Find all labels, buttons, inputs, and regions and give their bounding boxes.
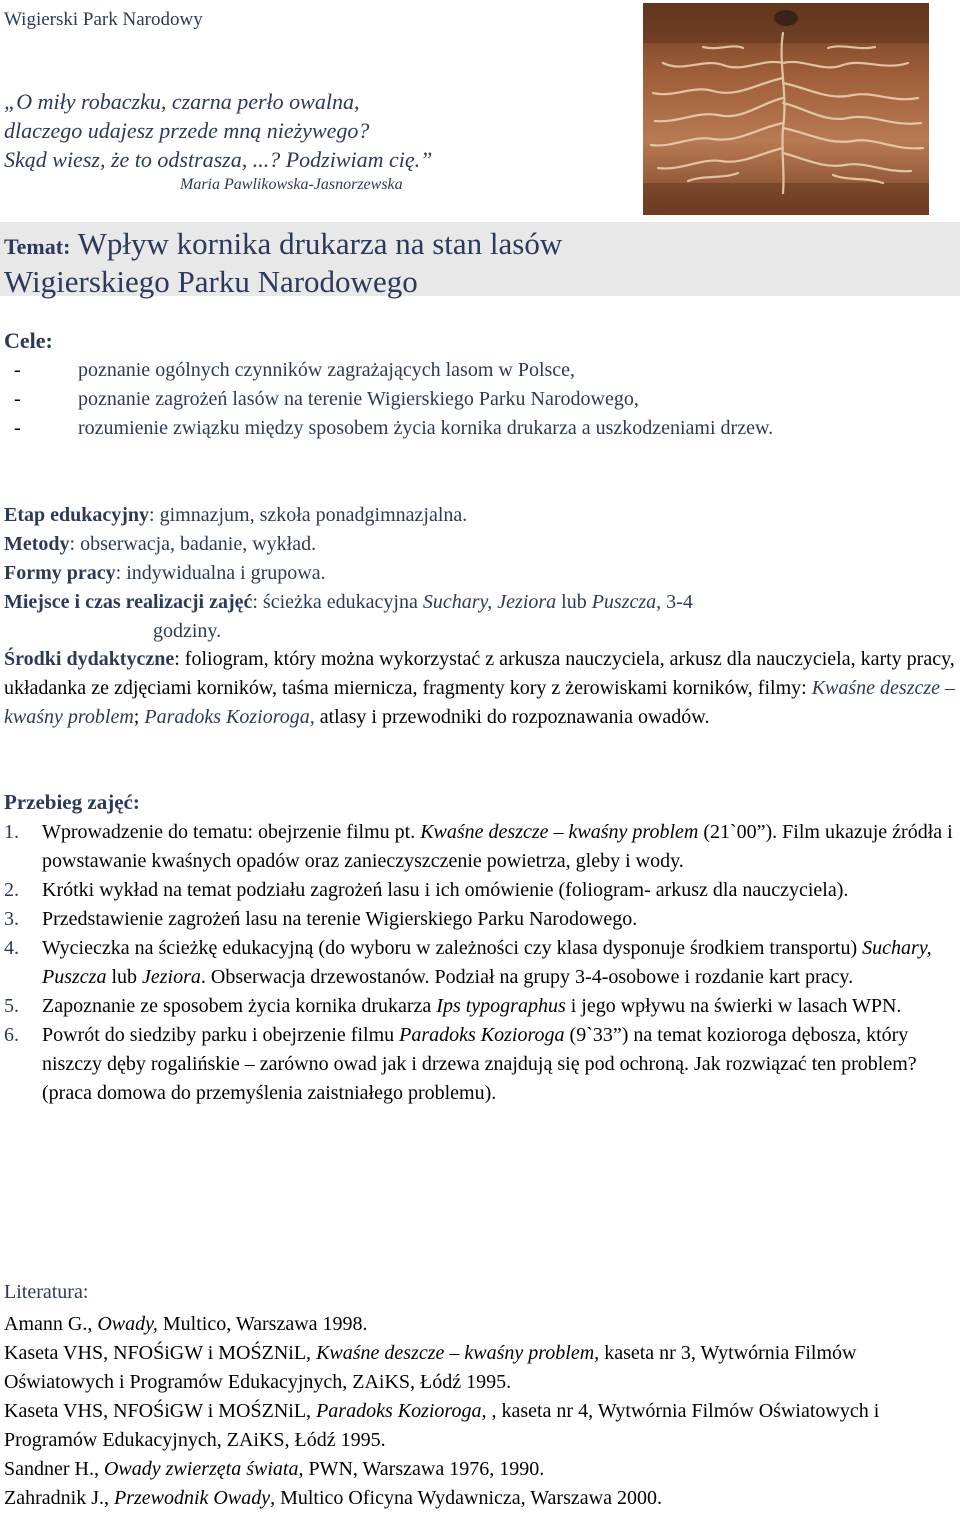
dash-bullet: -: [14, 359, 21, 381]
procedure-heading: Przebieg zajęć:: [4, 790, 140, 814]
place-and-time: Miejsce i czas realizacji zajęć: ścieżka edukacyjna Suchary, Jeziora lub Puszcza, 3-4: [4, 591, 693, 613]
list-item: 1. Wprowadzenie do tematu: obejrzenie filmu pt. Kwaśne deszcze – kwaśny problem (21`00”). Film ukazuje źródła i powstawanie kwaśnych opadów oraz zanieczyszczenie powietrza, gleby i wody.: [4, 821, 953, 872]
list-item: [4, 414, 904, 443]
list-item: 2. Krótki wykład na temat podziału zagrożeń lasu i ich omówienie (foliogram- arkusz dla nauczyciela).: [4, 879, 849, 901]
lesson-metadata: [4, 501, 954, 646]
dash-bullet: -: [14, 388, 21, 410]
procedure-list: [4, 818, 956, 1108]
list-item: [4, 385, 904, 414]
goal-text: poznanie ogólnych czynników zagrażających lasom w Polsce,: [78, 359, 576, 381]
goals-list: [4, 356, 904, 443]
literature-heading: Literatura:: [4, 1281, 89, 1303]
quote-line: „O miły robaczku, czarna perło owalna,: [4, 89, 360, 114]
dash-bullet: -: [14, 417, 21, 439]
goals-heading: Cele:: [4, 328, 53, 353]
goal-text: rozumienie związku między sposobem życia kornika drukarza a uszkodzeniami drzew.: [78, 417, 774, 439]
topic-title-line1: Wpływ kornika drukarza na stan lasów: [77, 226, 563, 261]
reference-item: Amann G., Owady, Multico, Warszawa 1998.: [4, 1313, 368, 1335]
list-item: 6. Powrót do siedziby parku i obejrzenie filmu Paradoks Kozioroga (9`33”) na temat kozioroga dębosza, który niszczy dęby rogalińskie – zarówno owad jak i drzewa znajdują się pod ochroną. Jak rozwiązać ten problem? (praca domowa do przemyślenia zaistniałego problemu).: [4, 1024, 917, 1104]
quote-author: Maria Pawlikowska-Jasnorzewska: [180, 176, 403, 193]
bark-beetle-photo: [643, 3, 929, 215]
place-and-time-cont: godziny.: [153, 620, 222, 642]
list-item: 5. Zapoznanie ze sposobem życia kornika drukarza Ips typographus i jego wpływu na świerki w lasach WPN.: [4, 995, 902, 1017]
topic-title-line2: Wigierskiego Parku Narodowego: [4, 264, 418, 299]
goal-text: poznanie zagrożeń lasów na terenie Wigierskiego Parku Narodowego,: [78, 388, 639, 410]
reference-item: Zahradnik J., Przewodnik Owady, Multico Oficyna Wydawnicza, Warszawa 2000.: [4, 1487, 662, 1509]
list-item: [4, 356, 904, 385]
page-header: Wigierski Park Narodowy: [4, 9, 203, 30]
quote-line: Skąd wiesz, że to odstrasza, ...? Podziwiam cię.”: [4, 147, 433, 172]
methods: Metody: obserwacja, badanie, wykład.: [4, 533, 317, 555]
education-stage: Etap edukacyjny: gimnazjum, szkoła ponadgimnazjalna.: [4, 504, 468, 526]
list-item: 4. Wycieczka na ścieżkę edukacyjną (do wyboru w zależności czy klasa dysponuje środkiem transportu) Suchary, Puszcza lub Jeziora. Obserwacja drzewostanów. Podział na grupy 3-4-osobowe i rozdanie kart pracy.: [4, 937, 932, 988]
reference-item: Kaseta VHS, NFOŚiGW i MOŚZNiL, Kwaśne deszcze – kwaśny problem, kaseta nr 3, Wytwórnia Filmów Oświatowych i Programów Edukacyjnych, ZAiKS, Łódź 1995.: [4, 1342, 857, 1393]
literature-list: [4, 1310, 956, 1513]
quote-line: dlaczego udajesz przede mną nieżywego?: [4, 118, 370, 143]
list-item: 3. Przedstawienie zagrożeń lasu na terenie Wigierskiego Parku Narodowego.: [4, 908, 638, 930]
epigraph-quote: [4, 87, 432, 196]
lesson-topic: [4, 226, 562, 299]
reference-item: Kaseta VHS, NFOŚiGW i MOŚZNiL, Paradoks Kozioroga, , kaseta nr 4, Wytwórnia Filmów Oświatowych i Programów Edukacyjnych, ZAiKS, Łódź 1995.: [4, 1400, 880, 1451]
reference-item: Sandner H., Owady zwierzęta świata, PWN, Warszawa 1976, 1990.: [4, 1458, 545, 1480]
work-forms: Formy pracy: indywidualna i grupowa.: [4, 562, 326, 584]
teaching-aids: Środki dydaktyczne: foliogram, który można wykorzystać z arkusza nauczyciela, arkusz dla nauczyciela, karty pracy, układanka ze zdjęciami korników, taśma miernicza, fragmenty kory z żerowiskami korników, filmy: Kwaśne deszcze – kwaśny problem; Paradoks Kozioroga, atlasy i przewodniki do rozpoznawania owadów.: [4, 648, 956, 728]
topic-label: Temat:: [4, 234, 71, 259]
